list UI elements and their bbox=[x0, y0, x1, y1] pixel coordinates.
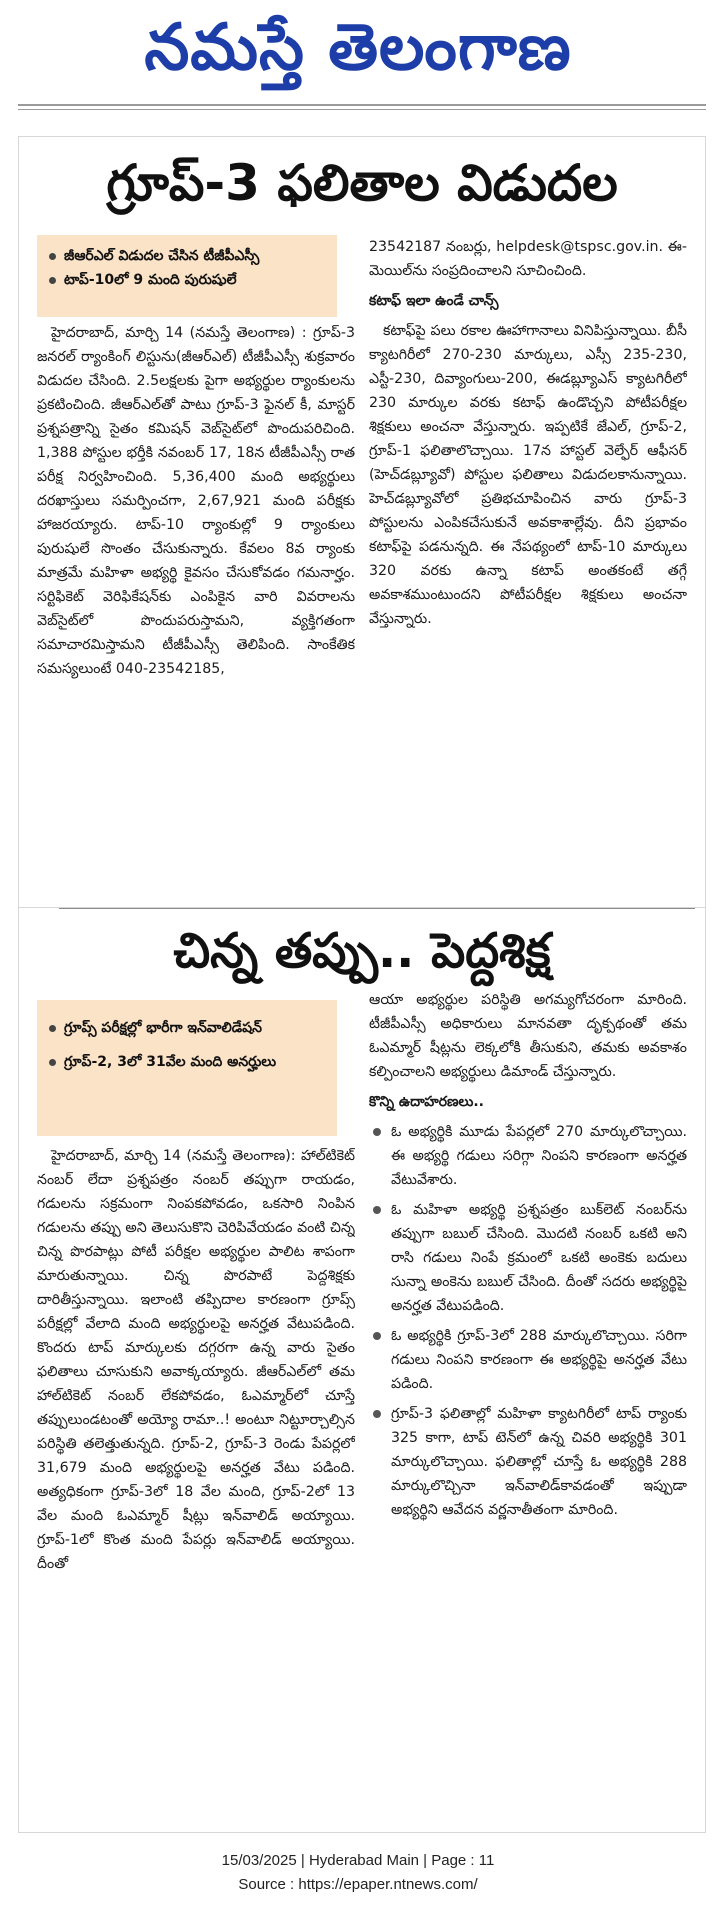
highlight-box bbox=[37, 235, 337, 317]
highlight-item: జీఆర్‌ఎల్ విడుదల చేసిన టీజీపీఎస్సీ bbox=[49, 245, 325, 267]
bullet-icon bbox=[49, 1059, 56, 1066]
masthead bbox=[0, 0, 716, 112]
footer-source-link[interactable]: Source : https://epaper.ntnews.com/ bbox=[238, 1876, 478, 1893]
masthead-rule bbox=[18, 104, 706, 106]
masthead-rule-thin bbox=[18, 109, 706, 110]
article-headline: చిన్న తప్పు.. పెద్దశిక్ష bbox=[173, 923, 551, 979]
bullet-icon bbox=[373, 1332, 381, 1340]
highlight-box bbox=[37, 1000, 337, 1136]
footer-edition-info: 15/03/2025 | Hyderabad Main | Page : 11 bbox=[221, 1852, 495, 1869]
article-small-mistake bbox=[18, 908, 706, 1833]
article-column-left bbox=[37, 1144, 355, 1824]
bullet-icon bbox=[373, 1410, 381, 1418]
article-subheading: కొన్ని ఉదాహరణలు.. bbox=[369, 1094, 484, 1110]
article-subheading: కటాఫ్ ఇలా ఉండే చాన్స్ bbox=[369, 293, 499, 309]
list-item: ఓ అభ్యర్థికి గ్రూప్-3లో 288 మార్కులొచ్చాయి. సరిగా గడులు నింపని కారణంగా ఈ అభ్యర్థిపై అనర్హత వేటు పడింది. bbox=[369, 1324, 687, 1396]
section-divider bbox=[59, 908, 695, 909]
article-paragraph: హైదరాబాద్, మార్చి 14 (నమస్తే తెలంగాణ): హాల్‌టికెట్ నంబర్ లేదా ప్రశ్నపత్రం నంబర్ తప్పుగా రాయడం, గడులను సక్రమంగా నింపకపోవడం, ఒకసారి నింపిన గడులను తప్పు అని తెలుసుకొని చెరిపివేయడం వంటి చిన్న చిన్న పొరపాట్లు పోటీ పరీక్షల అభ్యర్థుల పాలిట శాపంగా మారుతున్నాయి. చిన్న పొరపాటే పెద్దశిక్షకు దారితీస్తున్నాయి. ఇలాంటి తప్పిదాల కారణంగా గ్రూప్స్ పరీక్షల్లో వేలాది మంది అభ్యర్థులపై అనర్హత వేటుపడింది. కొందరు టాప్ మార్కులకు దగ్గరగా ఉన్న వారు సైతం ఫలితాలు చూసుకుని అవాక్కయ్యారు. జీఆర్‌ఎల్‌లో తమ హాల్‌టికెట్ నంబర్ లేకపోవడం, ఓఎమ్మార్‌లో చూస్తే తప్పులుండటంతో అయ్యో రామా..! అంటూ నిట్టూర్చాల్సిన పరిస్థితి తలెత్తుతున్నది. గ్రూప్-2, గ్రూప్-3 రెండు పేపర్లలో 31,679 మంది అభ్యర్థులపై అనర్హత వేటు పడింది. అత్యధికంగా గ్రూప్-3లో 18 వేల మంది, గ్రూప్-2లో 13 వేల మంది ఓఎమ్మార్ షీట్లు ఇన్‌వాలిడ్ అయ్యాయి. గ్రూప్-1లో కొంత మంది పేపర్లు ఇన్‌వాలిడ్ అయ్యాయి. దీంతో bbox=[37, 1148, 355, 1572]
list-item: గ్రూప్-3 ఫలితాల్లో మహిళా క్యాటగిరీలో టాప్ ర్యాంకు 325 కాగా, టాప్ టెన్‌లో ఉన్న చివరి అభ్యర్థికి 301 మార్కులొచ్చాయి. ఫలితాల్లో చూస్తే ఓ అభ్యర్థికి 288 మార్కులొచ్చినా ఇన్‌వాలిడ్‌కావడంతో ఇప్పుడా అభ్యర్థిని ఆవేదన వర్ణనాతీతంగా మారింది. bbox=[369, 1402, 687, 1522]
bullet-icon bbox=[49, 277, 56, 284]
article-paragraph: ఆయా అభ్యర్థుల పరిస్థితి అగమ్యగోచరంగా మారింది. టీజీపీఎస్సీ అధికారులు మానవతా దృక్పథంతో తమ ఓఎమ్మార్ షీట్లను లెక్కలోకి తీసుకుని, తమకు అవకాశం కల్పించాలని అభ్యర్థులు డిమాండ్ చేస్తున్నారు. bbox=[369, 992, 687, 1080]
article-paragraph: హైదరాబాద్, మార్చి 14 (నమస్తే తెలంగాణ) : గ్రూప్-3 జనరల్ ర్యాంకింగ్ లిస్టును(జీఆర్‌ఎల్) టీజీపీఎస్సీ శుక్రవారం విడుదల చేసింది. 2.5లక్షలకు పైగా అభ్యర్థుల ర్యాంకులను ప్రకటించింది. జీఆర్‌ఎల్‌తో పాటు గ్రూప్-3 ఫైనల్ కీ, మాస్టర్ ప్రశ్నపత్రాన్ని సైతం కమిషన్ వెబ్‌సైట్‌లో పొందుపరిచింది. 1,388 పోస్టుల భర్తీకి నవంబర్ 17, 18న టీజీపీఎస్సీ రాత పరీక్ష నిర్వహించింది. 5,36,400 మంది అభ్యర్థులు దరఖాస్తులు సమర్పించగా, 2,67,921 మంది పరీక్షకు హాజరయ్యారు. టాప్-10 ర్యాంకుల్లో 9 ర్యాంకులు పురుషులే సొంతం చేసుకున్నారు. కేవలం 8వ ర్యాంకు మాత్రమే మహిళా అభ్యర్థి కైవసం చేసుకోవడం గమనార్హం. సర్టిఫికెట్ వెరిఫికేషన్‌కు ఎంపికైన వారి వివరాలను వెబ్‌సైట్‌లో పొందుపరుస్తామని, వ్యక్తిగతంగా సమాచారమిస్తామని టీజీపీఎస్సీ తెలిపింది. సాంకేతిక సమస్యలుంటే 040-23542185, bbox=[37, 325, 355, 677]
highlight-item: టాప్-10లో 9 మంది పురుషులే bbox=[49, 269, 325, 291]
article-column-right bbox=[369, 988, 687, 1824]
bullet-icon bbox=[49, 1025, 56, 1032]
bullet-icon bbox=[49, 253, 56, 260]
article-paragraph: 23542187 నంబర్లు, helpdesk@tspsc.gov.in. ఈ-మెయిల్‌ను సంప్రదించాలని సూచించింది. bbox=[369, 239, 687, 279]
bullet-icon bbox=[373, 1206, 381, 1214]
article-column-left bbox=[37, 321, 355, 901]
article-headline: గ్రూప్-3 ఫలితాల విడుదల bbox=[106, 154, 618, 212]
highlight-item: గ్రూప్-2, 3లో 31వేల మంది అనర్హులు bbox=[49, 1050, 325, 1074]
examples-list bbox=[369, 1120, 687, 1522]
article-paragraph: కటాఫ్‌పై పలు రకాల ఊహాగానాలు వినిపిస్తున్నాయి. బీసీ క్యాటగిరీలో 270-230 మార్కులు, ఎస్సీ 235-230, ఎస్టీ-230, దివ్యాంగులు-200, ఈడబ్ల్యూఎస్ క్యాటగిరీలో 230 మార్కుల వరకు కటాఫ్ ఉండొచ్చని పోటీపరీక్షల శిక్షకులు అంచనా వేస్తున్నారు. ఇప్పటికే జేఎల్, గ్రూప్-2, గ్రూప్-1 ఫలితాలొచ్చాయి. 17న హాస్టల్ వెల్ఫేర్ ఆఫీసర్ (హెచ్‌డబ్ల్యూవో) పోస్టుల ఫలితాలు విడుదలకానున్నాయి. హెచ్‌డబ్ల్యూవోలో ప్రతిభచూపించిన వారు గ్రూప్-3 పోస్టులను ఎంపికచేసుకునే అవకాశాల్లేవు. దీని ప్రభావం కటాఫ్‌పై పడనున్నది. ఈ నేపథ్యంలో టాప్-10 మార్కులు 320 వరకు ఉన్నా కటాప్ అంతకంటే తగ్గే అవకాశముంటుందని పోటీపరీక్షల శిక్షకులు అంచనా వేస్తున్నారు. bbox=[369, 323, 687, 627]
highlight-item: గ్రూప్స్ పరీక్షల్లో భారీగా ఇన్‌వాలిడేషన్ bbox=[49, 1016, 325, 1040]
newspaper-logo: నమస్తే తెలంగాణ bbox=[144, 11, 572, 85]
article-group3-results bbox=[18, 136, 706, 908]
list-item: ఓ మహిళా అభ్యర్థి ప్రశ్నపత్రం బుక్‌లెట్ నంబర్‌ను తప్పుగా బబుల్ చేసింది. మొదటి నంబర్ ఒకటి అని రాసి గడులు నింపే క్రమంలో ఒకటి అంకెకు బదులు సున్నా అంకెను బబుల్ చేసింది. దీంతో సదరు అభ్యర్థిపై అనర్హత వేటుపడింది. bbox=[369, 1198, 687, 1318]
bullet-icon bbox=[373, 1128, 381, 1136]
list-item: ఓ అభ్యర్థికి మూడు పేపర్లలో 270 మార్కులొచ్చాయి. ఈ అభ్యర్థి గడులు సరిగ్గా నింపని కారణంగా అనర్హత వేటువేశారు. bbox=[369, 1120, 687, 1192]
article-column-right bbox=[369, 235, 687, 901]
